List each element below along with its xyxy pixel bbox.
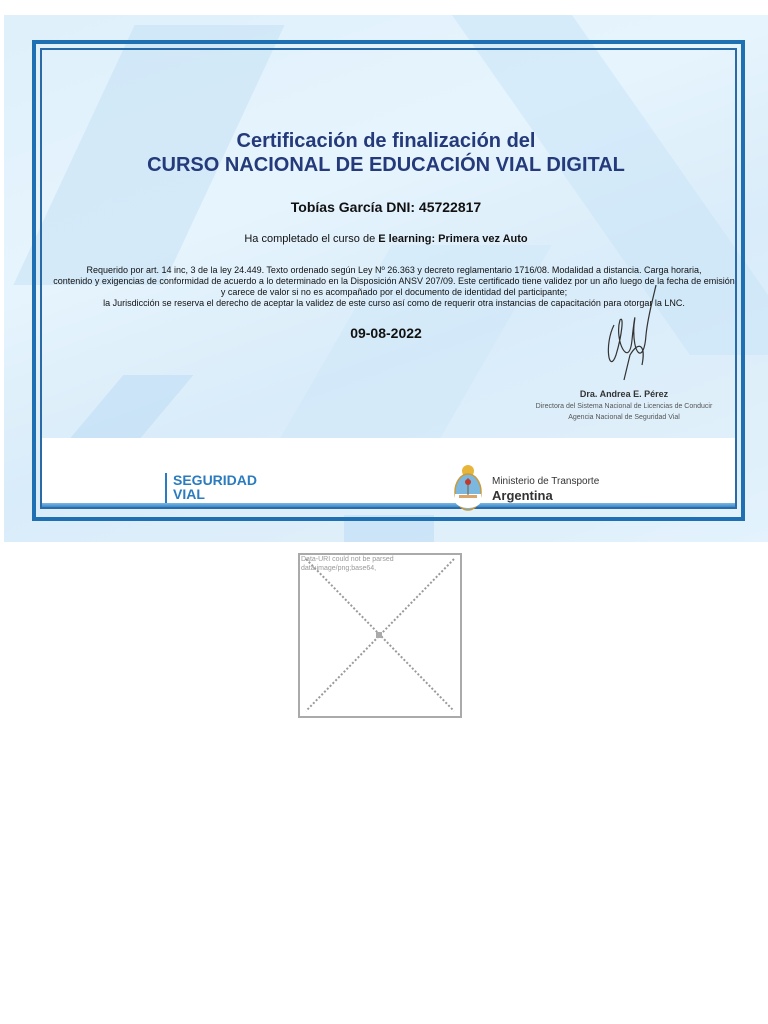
course-name: E learning: Primera vez Auto — [378, 233, 528, 245]
error-text: Data-URI could not be parsed — [301, 556, 394, 563]
signatory-title: Directora del Sistema Nacional de Licencias de Conducir — [535, 403, 713, 410]
ministry-logo — [452, 463, 599, 515]
signatory-name: Dra. Andrea E. Pérez — [579, 389, 669, 399]
certificate-image — [4, 15, 768, 542]
certificate-title-line2: CURSO NACIONAL DE EDUCACIÓN VIAL DIGITAL — [147, 154, 625, 176]
broken-image-placeholder — [298, 553, 462, 718]
certificate-footer-band — [42, 438, 735, 507]
legal-line: y carece de valor si no es acompañado por el documento de identidad del participante; — [220, 287, 568, 297]
footer-stripe — [42, 503, 735, 507]
legal-line: contenido y exigencias de conformidad de acuerdo a lo determinado en la Disposición ANSV 207/09. Este certificado tiene validez por un año luego de la fecha de emisión — [53, 276, 735, 286]
recipient-name: Tobías García DNI: 45722817 — [290, 199, 482, 215]
seguridad-vial-logo — [165, 473, 257, 503]
logo-text: VIAL — [173, 486, 205, 502]
completion-prefix: Ha completado el curso de — [244, 233, 379, 245]
error-text: data:image/png;base64, — [301, 565, 377, 572]
broken-image-message — [301, 555, 394, 573]
signatory-agency: Agencia Nacional de Seguridad Vial — [568, 414, 680, 421]
legal-line: Requerido por art. 14 inc, 3 de la ley 24.449. Texto ordenado según Ley Nº 26.363 y decreto reglamentario 1716/08. Modalidad a distancia. Carga horaria, — [86, 265, 702, 275]
legal-line: la Jurisdicción se reserva el derecho de aceptar la validez de este curso así como de requerir otra instancias de capacitación para otorgar la LNC. — [103, 298, 685, 308]
logo-text: SEGURIDAD — [173, 472, 258, 488]
completion-statement — [4, 233, 768, 245]
signature-icon — [584, 285, 674, 395]
certificate-title-line1: Certificación de finalización del — [236, 130, 536, 152]
coat-of-arms-icon — [452, 464, 484, 514]
country-name: Argentina — [492, 487, 553, 503]
issue-date: 09-08-2022 — [350, 325, 422, 341]
ministry-name: Ministerio de Transporte — [492, 475, 600, 487]
broken-image-icon — [300, 555, 460, 716]
